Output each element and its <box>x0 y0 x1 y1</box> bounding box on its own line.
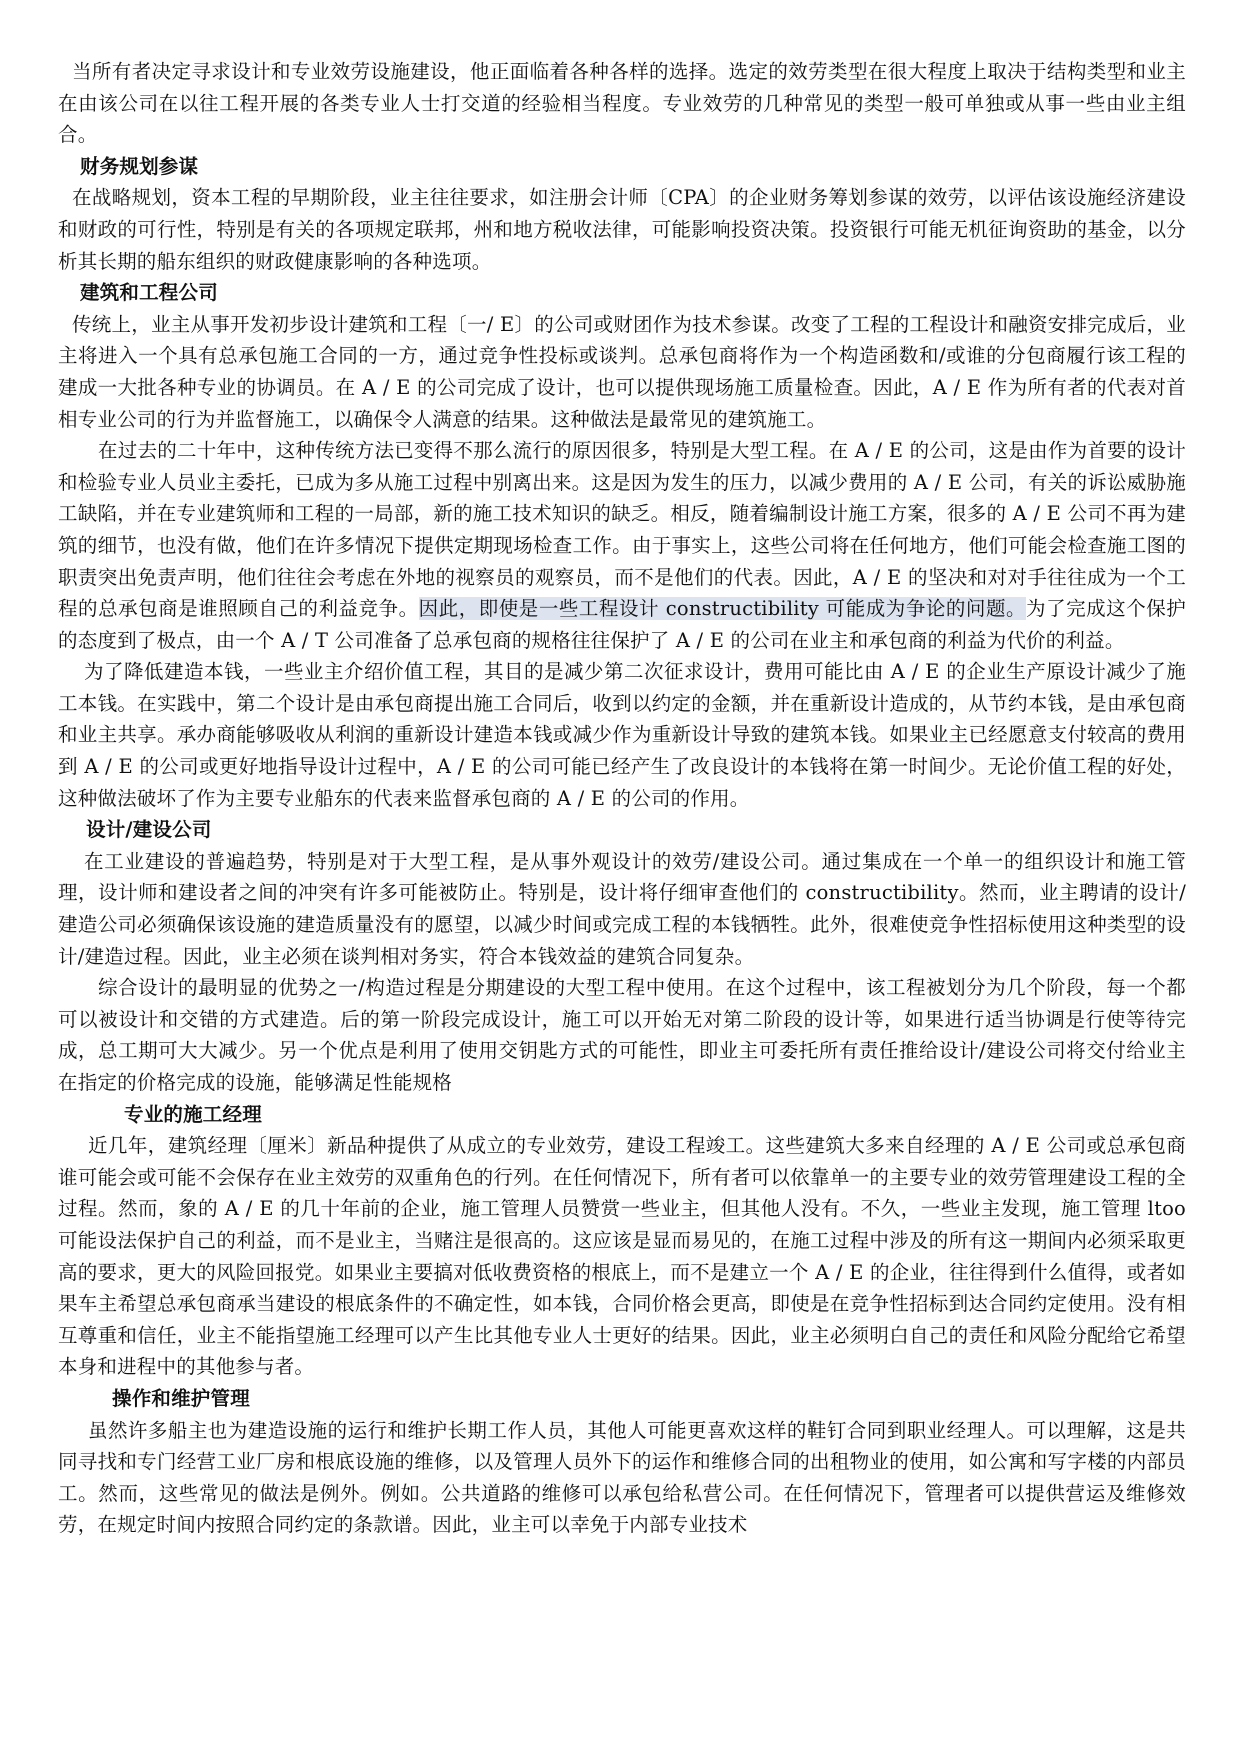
financial-planning-paragraph: 在战略规划，资本工程的早期阶段，业主往往要求，如注册会计师〔CPA〕的企业财务筹划参谋的效劳，以评估该设施经济建设和财政的可行性，特别是有关的各项规定联邦，州和地方税收法律，可能影响投资决策。投资银行可能无机征询资助的基金，以分析其长期的船东组织的财政健康影响的各种选项。 <box>58 186 1186 273</box>
operation-maintenance-paragraph: 虽然许多船主也为建造设施的运行和维护长期工作人员，其他人可能更喜欢这样的鞋钉合同到职业经理人。可以理解，这是共同寻找和专门经营工业厂房和根底设施的维修，以及管理人员外下的运作和维修合同的出租物业的使用，如公寓和写字楼的内部员工。然而，这些常见的做法是例外。例如。公共道路的维修可以承包给私营公司。在任何情况下，管理者可以提供营运及维修效劳，在规定时间内按照合同约定的条款谱。因此，业主可以幸免于内部专业技术 <box>58 1418 1186 1537</box>
ae-paragraph-3: 为了降低建造本钱，一些业主介绍价值工程，其目的是减少第二次征求设计，费用可能比由 A / E 的企业生产原设计减少了施工本钱。在实践中，第二个设计是由承包商提出施工合同后，收到以约定的金额，并在重新设计造成的，从节约本钱，是由承包商和业主共享。承办商能够吸收从利润的重新设计建造本钱或减少作为重新设计导致的建筑本钱。如果业主已经愿意支付较高的费用到 A / E 的公司或更好地指导设计过程中，A / E 的公司可能已经产生了改良设计的本钱将在第一时间少。无论价值工程的好处，这种做法破坏了作为主要专业船东的代表来监督承包商的 A / E 的公司的作用。 <box>58 660 1186 810</box>
selected-text-highlight[interactable]: 因此，即使是一些工程设计 constructibility 可能成为争论的问题。 <box>418 597 1027 621</box>
heading-operation-maintenance: 操作和维护管理 <box>112 1386 250 1410</box>
construction-manager-paragraph: 近几年，建筑经理〔厘米〕新品种提供了从成立的专业效劳，建设工程竣工。这些建筑大多来自经理的 A / E 公司或总承包商谁可能会或可能不会保存在业主效劳的双重角色的行列。在任何情况下，所有者可以依靠单一的主要专业的效劳管理建设工程的全过程。然而，象的 A / E 的几十年前的企业，施工管理人员赞赏一些业主，但其他人没有。不久，一些业主发现，施工管理 ltoo 可能设法保护自己的利益，而不是业主，当赌注是很高的。这应该是显而易见的，在施工过程中涉及的所有这一期间内必须采取更高的要求，更大的风险回报党。如果业主要搞对低收费资格的根底上，而不是建立一个 A / E 的企业，往往得到什么值得，或者如果车主希望总承包商承当建设的根底条件的不确定性，如本钱，合同价格会更高，即使是在竞争性招标到达合同约定使用。没有相互尊重和信任，业主不能指望施工经理可以产生比其他专业人士更好的结果。因此，业主必须明白自己的责任和风险分配给它希望本身和进程中的其他参与者。 <box>58 1134 1186 1379</box>
ae-paragraph-2-text-a: 在过去的二十年中，这种传统方法已变得不那么流行的原因很多，特别是大型工程。在 A / E 的公司，这是由作为首要的设计和检验专业人员业主委托，已成为多从施工过程中别离出来。这是因为发生的压力，以减少费用的 A / E 公司，有关的诉讼威胁施工缺陷，并在专业建筑师和工程的一局部，新的施工技术知识的缺乏。相反，随着编制设计施工方案，很多的 A / E 公司不再为建筑的细节，也没有做，他们在许多情况下提供定期现场检查工作。由于事实上，这些公司将在任何地方，他们可能会检查施工图的职责突出免责声明，他们往往会考虑在外地的视察员的观察员，而不是他们的代表。因此，A / E 的坚决和对对手往往成为一个工程的总承包商是谁照顾自己的利益竞争。 <box>58 439 1186 621</box>
design-build-paragraph-1: 在工业建设的普遍趋势，特别是对于大型工程，是从事外观设计的效劳/建设公司。通过集成在一个单一的组织设计和施工管理，设计师和建设者之间的冲突有许多可能被防止。特别是，设计将仔细审查他们的 constructibility。然而，业主聘请的设计/建造公司必须确保该设施的建造质量没有的愿望，以减少时间或完成工程的本钱牺牲。此外，很难使竞争性招标使用这种类型的设计/建造过程。因此，业主必须在谈判相对务实，符合本钱效益的建筑合同复杂。 <box>58 849 1186 968</box>
intro-paragraph: 当所有者决定寻求设计和专业效劳设施建设，他正面临着各种各样的选择。选定的效劳类型在很大程度上取决于结构类型和业主在由该公司在以往工程开展的各类专业人士打交道的经验相当程度。专业效劳的几种常见的类型一般可单独或从事一些由业主组合。 <box>58 60 1186 147</box>
heading-construction-manager: 专业的施工经理 <box>124 1102 262 1126</box>
design-build-paragraph-2: 综合设计的最明显的优势之一/构造过程是分期建设的大型工程中使用。在这个过程中，该工程被划分为几个阶段，每一个都可以被设计和交错的方式建造。后的第一阶段完成设计，施工可以开始无对第二阶段的设计等，如果进行适当协调是行使等待完成，总工期可大大减少。另一个优点是利用了使用交钥匙方式的可能性，即业主可委托所有责任推给设计/建设公司将交付给业主在指定的价格完成的设施，能够满足性能规格 <box>58 976 1186 1094</box>
ae-paragraph-1: 传统上，业主从事开发初步设计建筑和工程〔一/ E〕的公司或财团作为技术参谋。改变了工程的工程设计和融资安排完成后，业主将进入一个具有总承包施工合同的一方，通过竞争性投标或谈判。总承包商将作为一个构造函数和/或谁的分包商履行该工程的建成一大批各种专业的协调员。在 A / E 的公司完成了设计，也可以提供现场施工质量检查。因此，A / E 作为所有者的代表对首相专业公司的行为并监督施工，以确保令人满意的结果。这种做法是最常见的建筑施工。 <box>58 312 1186 431</box>
heading-architecture-engineering: 建筑和工程公司 <box>80 281 218 305</box>
ae-paragraph-2 <box>58 435 1186 656</box>
ae-paragraph-2-text-b: 为了完成这个保护的态度到了极点，由一个 A / T 公司准备了总承包商的规格往往保护了 A / E 的公司在业主和承包商的利益为代价的利益。 <box>58 597 1186 652</box>
heading-financial-planning: 财务规划参谋 <box>80 154 199 178</box>
heading-design-build: 设计/建设公司 <box>86 818 212 842</box>
